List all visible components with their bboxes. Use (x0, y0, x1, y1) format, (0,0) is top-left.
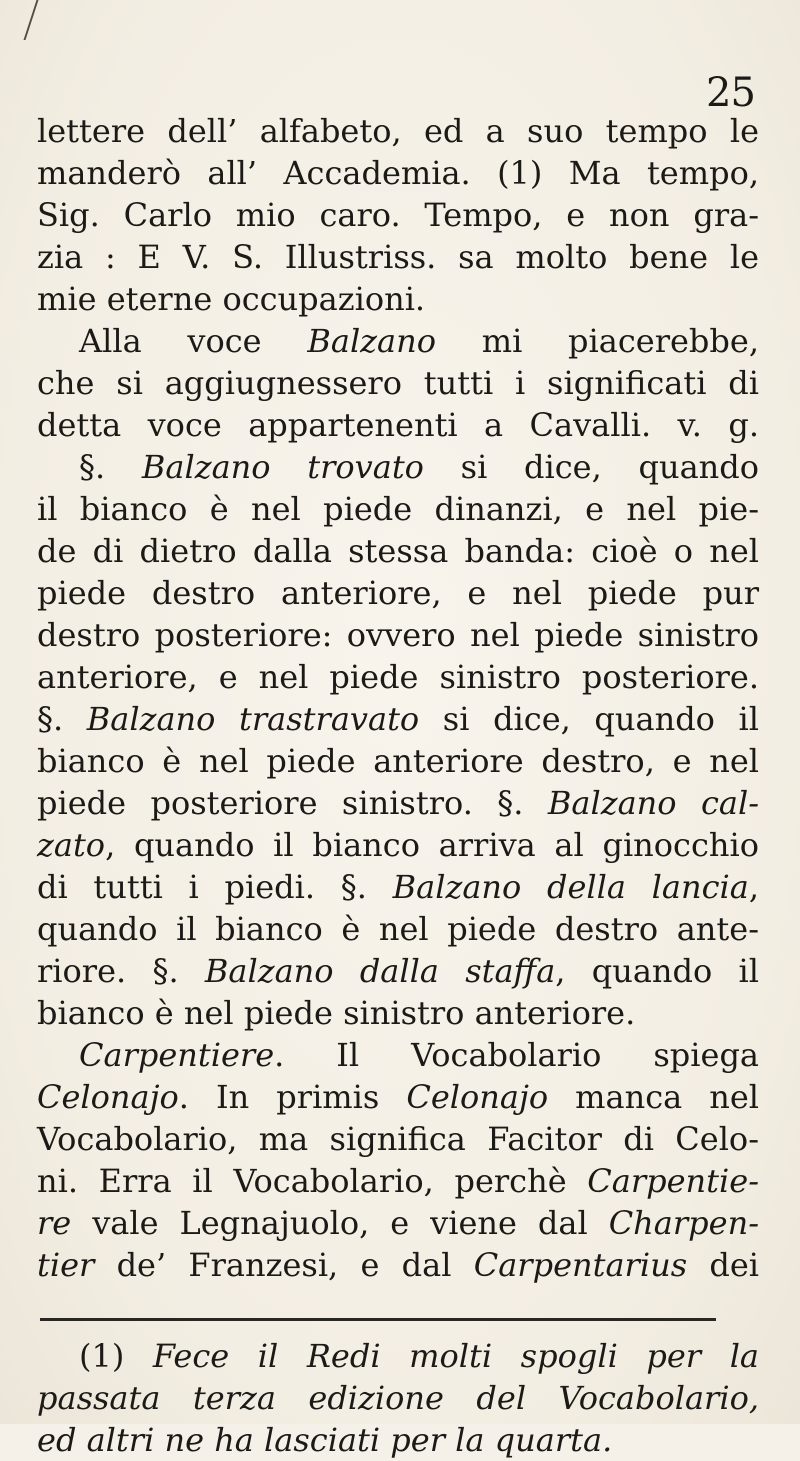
text-line: mie eterne occupazioni. (37, 280, 426, 318)
text-line: §. Balzano trovato si dice, quando (79, 448, 760, 486)
text-line: §. Balzano trastravato si dice, quando il (37, 700, 760, 738)
text-line: bianco è nel piede anteriore destro, e nel (37, 742, 759, 780)
footnote-line: (1) Fece il Redi molti spogli per la (79, 1337, 760, 1375)
text-line: quando il bianco è nel piede destro ante- (37, 910, 759, 948)
text-line: piede posteriore sinistro. §. Balzano cal- (37, 784, 759, 822)
text-line: che si aggiugnessero tutti i significati di (37, 364, 759, 402)
body-text (37, 110, 759, 1286)
text-line: Alla voce Balzano mi piacerebbe, (79, 322, 760, 360)
text-line: zato, quando il bianco arriva al ginocchio (37, 826, 759, 864)
text-line: lettere dell’ alfabeto, ed a suo tempo le (37, 112, 759, 150)
text-line: Vocabolario, ma significa Facitor di Celo- (37, 1120, 759, 1158)
text-line: ni. Erra il Vocabolario, perchè Carpentie- (37, 1162, 759, 1200)
text-line: tier de’ Franzesi, e dal Carpentarius dei (37, 1246, 760, 1284)
text-line: destro posteriore: ovvero nel piede sinistro (37, 616, 759, 654)
text-line: piede destro anteriore, e nel piede pur (37, 574, 759, 612)
text-line: riore. §. Balzano dalla staffa, quando il (37, 952, 759, 990)
text-line: re vale Legnajuolo, e viene dal Charpen- (37, 1204, 759, 1242)
text-line: anteriore, e nel piede sinistro posteriore. (37, 658, 759, 696)
text-line: detta voce appartenenti a Cavalli. v. g. (37, 406, 759, 444)
text-line: Carpentiere. Il Vocabolario spiega (79, 1036, 759, 1074)
corner-mark (24, 0, 49, 40)
page-number: 25 (706, 70, 755, 116)
footnote (37, 1335, 759, 1461)
footnote-line: ed altri ne ha lasciati per la quarta. (37, 1421, 613, 1459)
text-line: di tutti i piedi. §. Balzano della lancia, (37, 868, 760, 906)
text-line: zia : E V. S. Illustriss. sa molto bene le (37, 238, 759, 276)
footnote-divider (40, 1318, 716, 1321)
text-line: bianco è nel piede sinistro anteriore. (37, 994, 636, 1032)
footnote-line: passata terza edizione del Vocabolario, (37, 1379, 759, 1417)
text-line: de di dietro dalla stessa banda: cioè o nel (37, 532, 759, 570)
text-line: il bianco è nel piede dinanzi, e nel pie- (37, 490, 759, 528)
text-line: Sig. Carlo mio caro. Tempo, e non gra- (37, 196, 759, 234)
text-line: manderò all’ Accademia. (1) Ma tempo, (37, 154, 759, 192)
text-line: Celonajo. In primis Celonajo manca nel (37, 1078, 759, 1116)
